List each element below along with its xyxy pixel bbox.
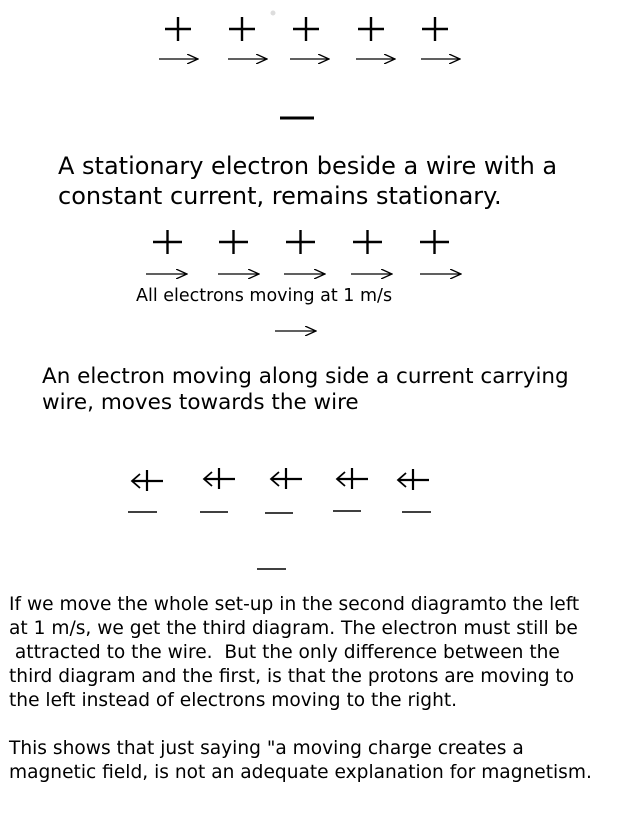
explanation-line: at 1 m/s, we get the third diagram. The electron must still be — [9, 618, 578, 639]
explanation-line: If we move the whole set-up in the second diagramto the left — [9, 594, 580, 615]
proton-plus-sign — [165, 17, 191, 41]
explanation-line: attracted to the wire. But the only difference between the — [9, 642, 560, 663]
proton-plus-sign — [229, 17, 255, 41]
proton-moving-left — [271, 468, 302, 489]
proton-plus-sign — [153, 230, 182, 254]
explanation-paragraph-2 — [9, 737, 592, 785]
diagram-1-caption-line-2: constant current, remains stationary. — [58, 182, 502, 210]
explanation-paragraph-1 — [9, 593, 579, 713]
proton-plus-sign — [293, 17, 319, 41]
explanation-line: third diagram and the first, is that the protons are moving to — [9, 666, 575, 687]
proton-plus-sign — [219, 230, 248, 254]
diagram-3 — [0, 460, 640, 580]
diagram-1 — [0, 0, 640, 140]
explanation-line: the left instead of electrons moving to the right. — [9, 690, 458, 711]
proton-plus-sign — [358, 17, 384, 41]
proton-moving-left — [337, 468, 368, 489]
proton-moving-left — [132, 470, 163, 491]
proton-plus-sign — [420, 230, 449, 254]
proton-moving-left — [398, 469, 429, 490]
diagram-2 — [0, 225, 640, 335]
diagram-2-wire-label: All electrons moving at 1 m/s — [136, 286, 393, 306]
explanation-line: magnetic field, is not an adequate explanation for magnetism. — [9, 762, 592, 783]
diagram-2-caption-line-1: An electron moving along side a current carrying — [42, 364, 569, 389]
diagram-2-caption-line-2: wire, moves towards the wire — [42, 390, 359, 415]
explanation-line: This shows that just saying "a moving charge creates a — [9, 738, 524, 759]
proton-plus-sign — [422, 17, 448, 41]
scan-speck — [271, 11, 276, 16]
proton-moving-left — [204, 468, 235, 489]
proton-plus-sign — [286, 230, 315, 254]
proton-plus-sign — [353, 230, 382, 254]
diagram-1-caption-line-1: A stationary electron beside a wire with a — [58, 152, 558, 180]
